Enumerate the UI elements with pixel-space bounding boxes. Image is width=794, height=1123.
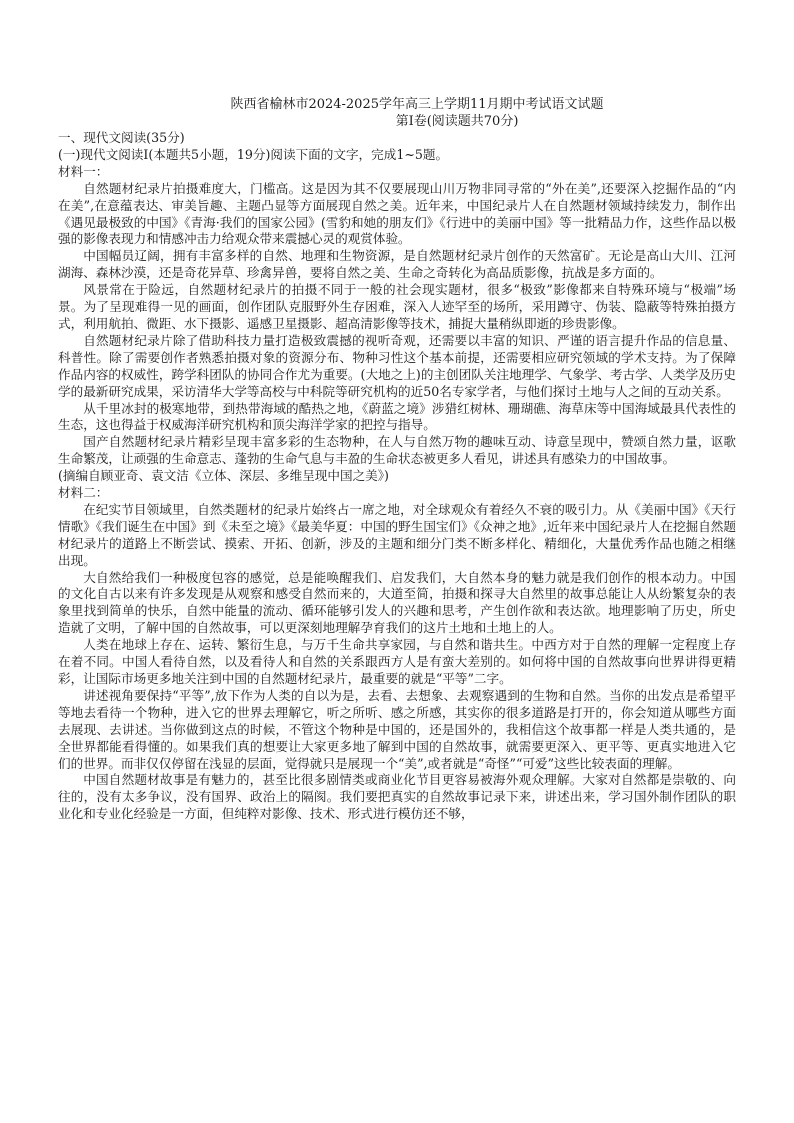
material-1-paragraph: 国产自然题材纪录片精彩呈现丰富多彩的生态物种，在人与自然万物的趣味互动、诗意呈现中，赞颂自然力量，讴歌生命繁茂，让顽强的生命意志、蓬勃的生命气息与丰盈的生命状态被更多人看见，讲述具有感染力的中国故事。 <box>58 434 736 467</box>
material-2-paragraph: 大自然给我们一种极度包容的感觉，总是能唤醒我们、启发我们，大自然本身的魅力就是我们创作的根本动力。中国的文化自古以来有许多发现是从观察和感受自然而来的，大道至简，拍摄和探寻大自然里的故事总能让人从纷繁复杂的表象里找到简单的快乐，自然中能量的流动、循环能够引发人的兴趣和思考，产生创作欲和表达欲。地理影响了历史，所史造就了文明，了解中国的自然故事，可以更深刻地理解孕育我们的这片土地和土地上的人。 <box>58 569 736 636</box>
material-2-label: 材料二： <box>58 485 109 501</box>
material-1-paragraph: 风景常在于险远，自然题材纪录片的拍摄不同于一般的社会现实题材，很多“极致”影像都来自特殊环境与“极端”场景。为了呈现难得一见的画面，创作团队克服野外生存困难，深入人迹罕至的场所，采用蹲守、伪装、隐蔽等特殊拍摄方式，利用航拍、微距、水下摄影、遥感卫星摄影、超高清影像等技术，捕捉大量稍纵即逝的珍贵影像。 <box>58 282 736 331</box>
material-2-paragraph: 人类在地球上存在、运转、繁衍生息，与万千生命共享家园，与自然和谐共生。中西方对于自然的理解一定程度上存在着不同。中国人看待自然，以及看待人和自然的关系跟西方人是有蛮大差别的。如何将中国的自然故事向世界讲得更精彩，让国际市场更多地关注到中国的自然题材纪录片，最重要的就是“平等”二字。 <box>58 637 736 686</box>
material-1-paragraph: 从千里冰封的极寒地带，到热带海域的酷热之地，《蔚蓝之境》涉猎红树林、珊瑚礁、海草床等中国海域最具代表性的生态，这也得益于权威海洋研究机构和顶尖海洋学家的把控与指导。 <box>58 400 736 433</box>
material-1-paragraph: 中国幅员辽阔，拥有丰富多样的自然、地理和生物资源，是自然题材纪录片创作的天然富矿。无论是高山大川、江河湖海、森林沙漠，还是奇花异草、珍禽异兽，要将自然之美、生命之奇转化为高品质影像，抗战是多方面的。 <box>58 248 736 281</box>
material-2-paragraph: 中国自然题材故事是有魅力的，甚至比很多剧情类或商业化节目更容易被海外观众理解。大家对自然都是崇敬的、向往的，没有太多争议，没有国界、政治上的隔阂。我们要把真实的自然故事记录下来，讲述出来，学习国外制作团队的职业化和专业化经验是一方面，但纯粹对影像、技术、形式进行模仿还不够， <box>58 772 736 822</box>
material-2-paragraph: 讲述视角要保持“平等”,放下作为人类的自以为是，去看、去想象、去观察遇到的生物和自然。当你的出发点是希望平等地去看待一个物种，进入它的世界去理解它，听之所听、感之所感，其实你的很多道路是打开的，你会知道从哪些方面去展现、去讲述。当你做到这点的时候，不管这个物种是中国的，还是国外的，我相信这个故事都一样是人类共通的，是全世界都能看得懂的。如果我们真的想要让大家更多地了解到中国的自然故事，就需要更深入、更平等、更真实地进入它们的世界。而非仅仅停留在浅显的层面，觉得就只是展现一个“美”,或者就是“奇怪”“可爱”这些比较表面的理解。 <box>58 687 736 771</box>
material-1-paragraph: 自然题材纪录片除了借助科技力量打造极致震撼的视听奇观，还需要以丰富的知识、严谨的语言提升作品的信息量、科普性。除了需要创作者熟悉拍摄对象的资源分布、物种习性这个基本前提，还需要相应研究领域的学术支持。为了保障作品内容的权威性，跨学科团队的协同合作尤为重要。(大地之上)的主创团队关注地理学、气象学、考古学、人类学及历史学的最新研究成果，采访清华大学等高校与中科院等研究机构的近50名专家学者，与他们探讨土地与人之间的互动关系。 <box>58 332 736 399</box>
reading-instructions: (一)现代文阅读I(本题共5小题，19分)阅读下面的文字，完成1~5题。 <box>58 146 449 162</box>
material-1-label: 材料一： <box>58 163 109 179</box>
material-1-source: (摘编自顾亚奇、袁文洁《立体、深层、多维呈现中国之美》) <box>58 468 389 484</box>
material-2-paragraph: 在纪实节目领域里，自然类题材的纪录片始终占一席之地，对全球观众有着经久不衰的吸引力。从《美丽中国》《天行情歌》《我们诞生在中国》到《未至之境》《最美华夏：中国的野生国宝们》《众神之地》,近年来中国纪录片人在挖掘自然题材纪录片的道路上不断尝试、摸索、开拓、创新，涉及的主题和细分门类不断多样化、精细化，大量优秀作品也随之相继出现。 <box>58 501 736 568</box>
part-subtitle: 第I卷(阅读题共70分) <box>395 114 519 129</box>
material-1-paragraph: 自然题材纪录片拍摄难度大，门槛高。这是因为其不仅要展现山川万物非同寻常的“外在美”,还要深入挖掘作品的“内在美”,在意蕴表达、审美旨趣、主题凸显等方面展现自然之美。近年来，中国纪录片人在自然题材领域持续发力，制作出《遇见最极致的中国》《青海·我们的国家公园》(雪豹和她的朋友们》《行进中的美丽中国》等一批精品力作，这些作品以极强的影像表现力和情感冲击力给观众带来震撼心灵的观赏体验。 <box>58 180 736 247</box>
section-heading: 一、现代文阅读(35分) <box>58 130 185 145</box>
exam-title: 陕西省榆林市2024-2025学年高三上学期11月期中考试语文试题 <box>230 97 604 112</box>
